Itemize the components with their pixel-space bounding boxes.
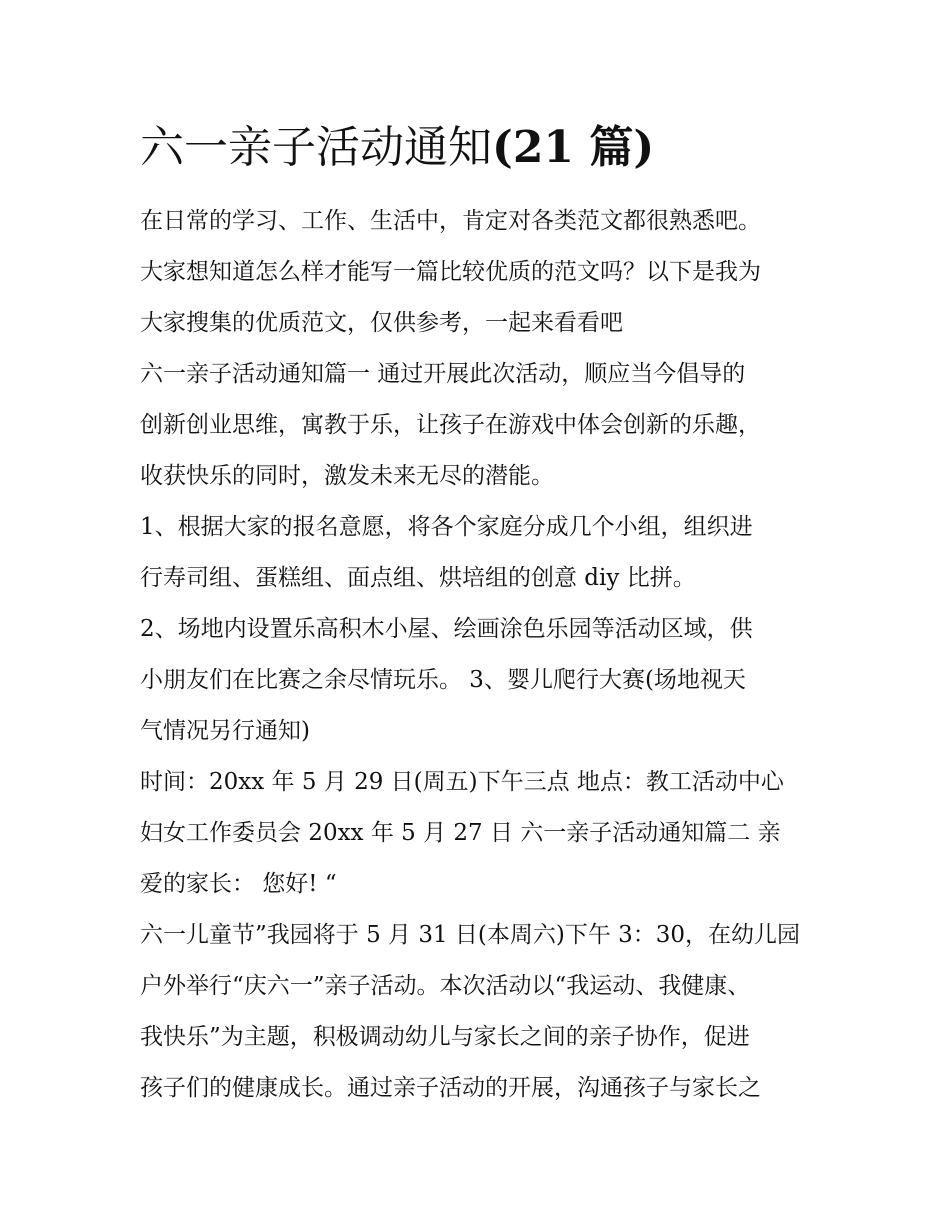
body-line: 大家想知道怎么样才能写一篇比较优质的范文吗？以下是我为 [140, 259, 761, 285]
body-line: 小朋友们在比赛之余尽情玩乐。 3、婴儿爬行大赛(场地视天 [140, 667, 746, 693]
body-line: 六一儿童节”我园将于 5 月 31 日(本周六)下午 3：30，在幼儿园 [140, 922, 801, 948]
body-line: 六一亲子活动通知篇一 通过开展此次活动，顺应当今倡导的 [140, 361, 746, 387]
body-line: 1、根据大家的报名意愿，将各个家庭分成几个小组，组织进 [140, 514, 753, 540]
body-line: 时间：20xx 年 5 月 29 日(周五)下午三点 地点：教工活动中心 [140, 769, 784, 795]
body-line: 大家搜集的优质范文，仅供参考，一起来看看吧 [140, 310, 623, 336]
body-line: 户外举行“庆六一”亲子活动。本次活动以“我运动、我健康、 [140, 973, 751, 999]
body-line: 气情况另行通知) [140, 718, 310, 744]
body-line: 妇女工作委员会 20xx 年 5 月 27 日 六一亲子活动通知篇二 亲 [140, 820, 781, 846]
document-title [140, 118, 860, 178]
title-count: (21 篇) [492, 122, 655, 173]
body-line: 行寿司组、蛋糕组、面点组、烘培组的创意 diy 比拼。 [140, 565, 696, 591]
body-line: 我快乐”为主题，积极调动幼儿与家长之间的亲子协作，促进 [140, 1024, 750, 1050]
body-line: 2、场地内设置乐高积木小屋、绘画涂色乐园等活动区域，供 [140, 616, 753, 642]
body-line: 在日常的学习、工作、生活中，肯定对各类范文都很熟悉吧。 [140, 208, 761, 234]
body-line: 收获快乐的同时，激发未来无尽的潜能。 [140, 463, 554, 489]
body-line: 爱的家长： 您好! “ [140, 871, 337, 897]
title-main: 六一亲子活动通知 [140, 122, 492, 173]
document-body [140, 196, 840, 1114]
body-line: 孩子们的健康成长。通过亲子活动的开展，沟通孩子与家长之 [140, 1075, 761, 1101]
body-line: 创新创业思维，寓教于乐，让孩子在游戏中体会创新的乐趣， [140, 412, 761, 438]
